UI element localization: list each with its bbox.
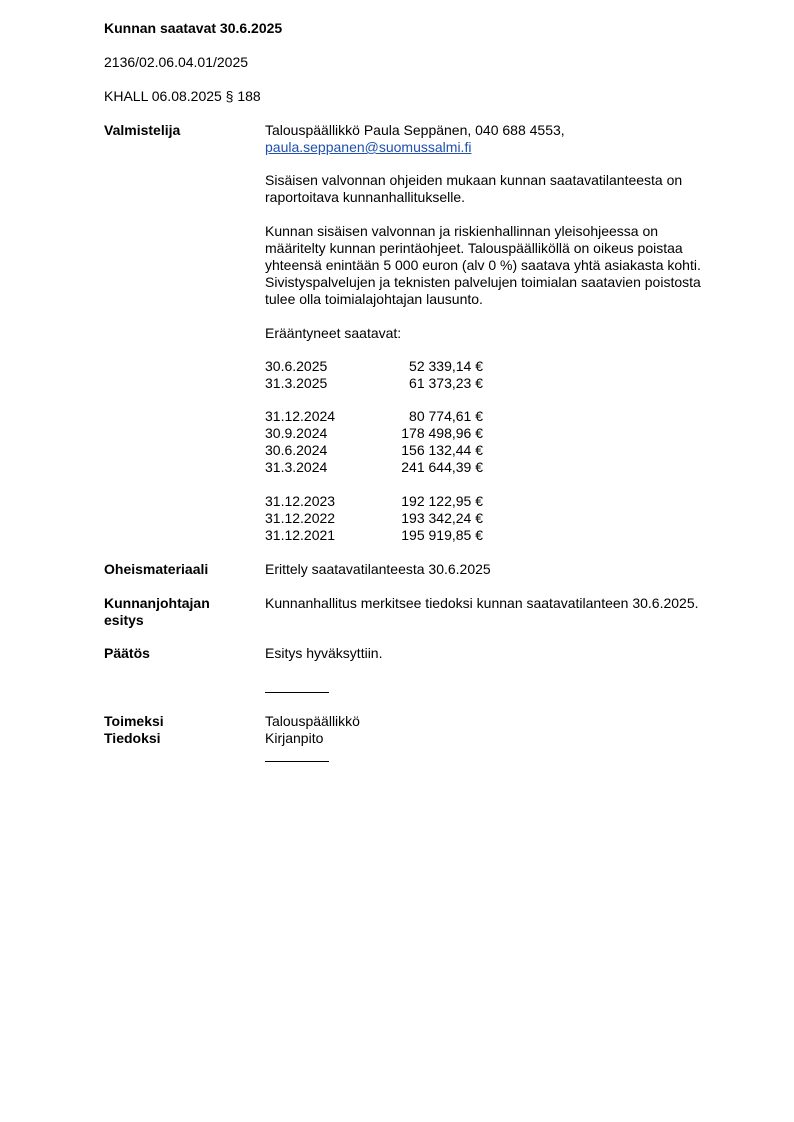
receivable-date: 31.3.2024 — [265, 459, 328, 475]
overdue-heading: Erääntyneet saatavat: — [265, 325, 402, 341]
separator-rule-bottom — [265, 761, 329, 762]
receivable-date: 30.6.2025 — [265, 358, 328, 374]
receivable-amount: 61 373,23 € — [409, 375, 483, 391]
receivable-date: 31.3.2025 — [265, 375, 328, 391]
meeting-reference: KHALL 06.08.2025 § 188 — [104, 88, 261, 104]
info-label: Tiedoksi — [104, 730, 161, 746]
paragraph-2-line-2: määritelty kunnan perintäohjeet. Talouspäälliköllä on oikeus poistaa — [265, 240, 683, 256]
preparer-label: Valmistelija — [104, 122, 181, 138]
receivable-date: 30.6.2024 — [265, 442, 328, 458]
attachment-text: Erittely saatavatilanteesta 30.6.2025 — [265, 561, 491, 577]
receivable-amount: 241 644,39 € — [401, 459, 483, 475]
receivable-amount: 193 342,24 € — [401, 510, 483, 526]
preparer-name: Talouspäällikkö Paula Seppänen, 040 688 4553, — [265, 122, 565, 138]
paragraph-1-line-2: raportoitava kunnanhallitukselle. — [265, 189, 466, 205]
receivable-date: 31.12.2021 — [265, 527, 336, 543]
action-label: Toimeksi — [104, 713, 164, 729]
info-recipient: Kirjanpito — [265, 730, 324, 746]
preparer-email-row — [265, 139, 471, 156]
paragraph-2-line-3: yhteensä enintään 5 000 euron (alv 0 %) saatava yhtä asiakasta kohti. — [265, 257, 701, 273]
receivable-amount: 80 774,61 € — [409, 408, 483, 424]
receivable-date: 31.12.2024 — [265, 408, 336, 424]
preparer-email-link[interactable]: paula.seppanen@suomussalmi.fi — [265, 139, 472, 155]
receivable-amount: 195 919,85 € — [401, 527, 483, 543]
receivable-amount: 178 498,96 € — [401, 425, 483, 441]
attachment-label: Oheismateriaali — [104, 561, 209, 577]
proposal-text: Kunnanhallitus merkitsee tiedoksi kunnan saatavatilanteen 30.6.2025. — [265, 595, 699, 611]
paragraph-2-line-1: Kunnan sisäisen valvonnan ja riskienhallinnan yleisohjeessa on — [265, 223, 659, 239]
receivable-amount: 192 122,95 € — [401, 493, 483, 509]
paragraph-1-line-1: Sisäisen valvonnan ohjeiden mukaan kunnan saatavatilanteesta on — [265, 172, 683, 188]
diary-number: 2136/02.06.04.01/2025 — [104, 54, 249, 70]
proposal-label-line-2: esitys — [104, 612, 144, 628]
receivable-date: 31.12.2023 — [265, 493, 336, 509]
document-title: Kunnan saatavat 30.6.2025 — [104, 20, 283, 36]
paragraph-2-line-5: tulee olla toimialajohtajan lausunto. — [265, 291, 483, 307]
paragraph-2-line-4: Sivistyspalvelujen ja teknisten palvelujen toimialan saatavien poistosta — [265, 274, 701, 290]
action-recipient: Talouspäällikkö — [265, 713, 360, 729]
decision-text: Esitys hyväksyttiin. — [265, 645, 383, 661]
receivable-amount: 156 132,44 € — [401, 442, 483, 458]
separator-rule — [265, 692, 329, 693]
decision-label: Päätös — [104, 645, 150, 661]
receivable-date: 31.12.2022 — [265, 510, 336, 526]
receivable-date: 30.9.2024 — [265, 425, 328, 441]
proposal-label: Kunnanjohtajan — [104, 595, 210, 611]
receivable-amount: 52 339,14 € — [409, 358, 483, 374]
